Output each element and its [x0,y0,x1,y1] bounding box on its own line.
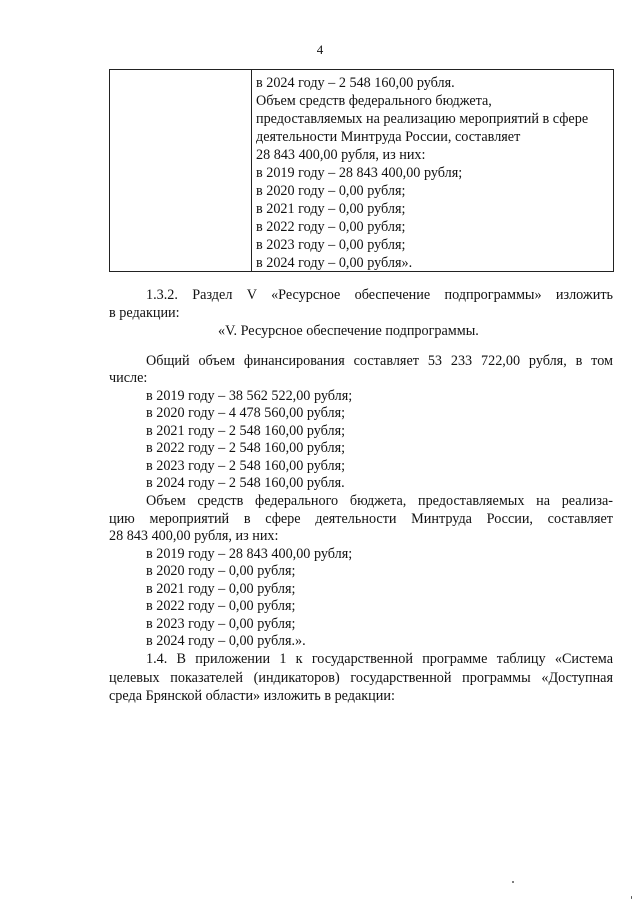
table-cell-line: в 2022 году – 0,00 рубля; [256,219,406,235]
section-132-line-2: в редакции: [109,305,180,321]
total-funding-line-2: числе: [109,370,148,386]
table-cell-line: в 2021 году – 0,00 рубля; [256,201,406,217]
year-line: в 2024 году – 0,00 рубля.». [146,632,306,649]
section-14-line-2: целевых показателей (индикаторов) государственной программы «Доступная [109,670,613,686]
year-line: в 2020 году – 4 478 560,00 рубля; [146,405,346,422]
table-cell-line: 28 843 400,00 рубля, из них: [256,147,426,163]
year-line: в 2023 году – 2 548 160,00 рубля; [146,457,346,474]
federal-funding-line-1: Объем средств федерального бюджета, предоставляемых на реализа- [146,493,613,509]
section-v-heading: «V. Ресурсное обеспечение подпрограммы. [218,323,479,339]
section-14-line-3: среда Брянской области» изложить в редакции: [109,688,395,704]
federal-funding-line-2: цию мероприятий в сфере деятельности Минтруда России, составляет [109,511,613,527]
scan-speck [631,896,632,899]
federal-funding-line-3: 28 843 400,00 рубля, из них: [109,528,279,544]
total-funding-years [146,388,352,492]
scan-speck [512,881,514,883]
table-cell-line: деятельности Минтруда России, составляет [256,129,521,145]
year-line: в 2023 году – 0,00 рубля; [146,615,296,632]
section-14-line-1: 1.4. В приложении 1 к государственной программе таблицу «Система [146,651,613,667]
table-column-divider [251,70,252,271]
federal-funding-years [146,546,352,650]
table-cell-line: в 2020 году – 0,00 рубля; [256,183,406,199]
year-line: в 2019 году – 28 843 400,00 рубля; [146,546,353,562]
page-number: 4 [316,42,324,57]
passport-table [109,69,614,272]
year-line: в 2024 году – 2 548 160,00 рубля. [146,474,345,491]
section-132-line-1: 1.3.2. Раздел V «Ресурсное обеспечение подпрограммы» изложить [146,287,613,303]
year-line: в 2020 году – 0,00 рубля; [146,563,296,580]
year-line: в 2022 году – 0,00 рубля; [146,598,296,615]
table-cell-line: в 2019 году – 28 843 400,00 рубля; [256,165,463,181]
year-line: в 2021 году – 0,00 рубля; [146,580,296,597]
year-line: в 2019 году – 38 562 522,00 рубля; [146,388,353,404]
table-cell-line: в 2023 году – 0,00 рубля; [256,237,406,253]
table-cell-text [256,74,611,272]
table-cell-line: предоставляемых на реализацию мероприятий в сфере [256,111,589,127]
year-line: в 2022 году – 2 548 160,00 рубля; [146,440,346,457]
table-cell-line: Объем средств федерального бюджета, [256,93,492,109]
total-funding-line-1: Общий объем финансирования составляет 53 233 722,00 рубля, в том [146,353,613,369]
table-cell-line: в 2024 году – 0,00 рубля». [256,255,413,271]
table-cell-line: в 2024 году – 2 548 160,00 рубля. [256,75,455,91]
year-line: в 2021 году – 2 548 160,00 рубля; [146,422,346,439]
